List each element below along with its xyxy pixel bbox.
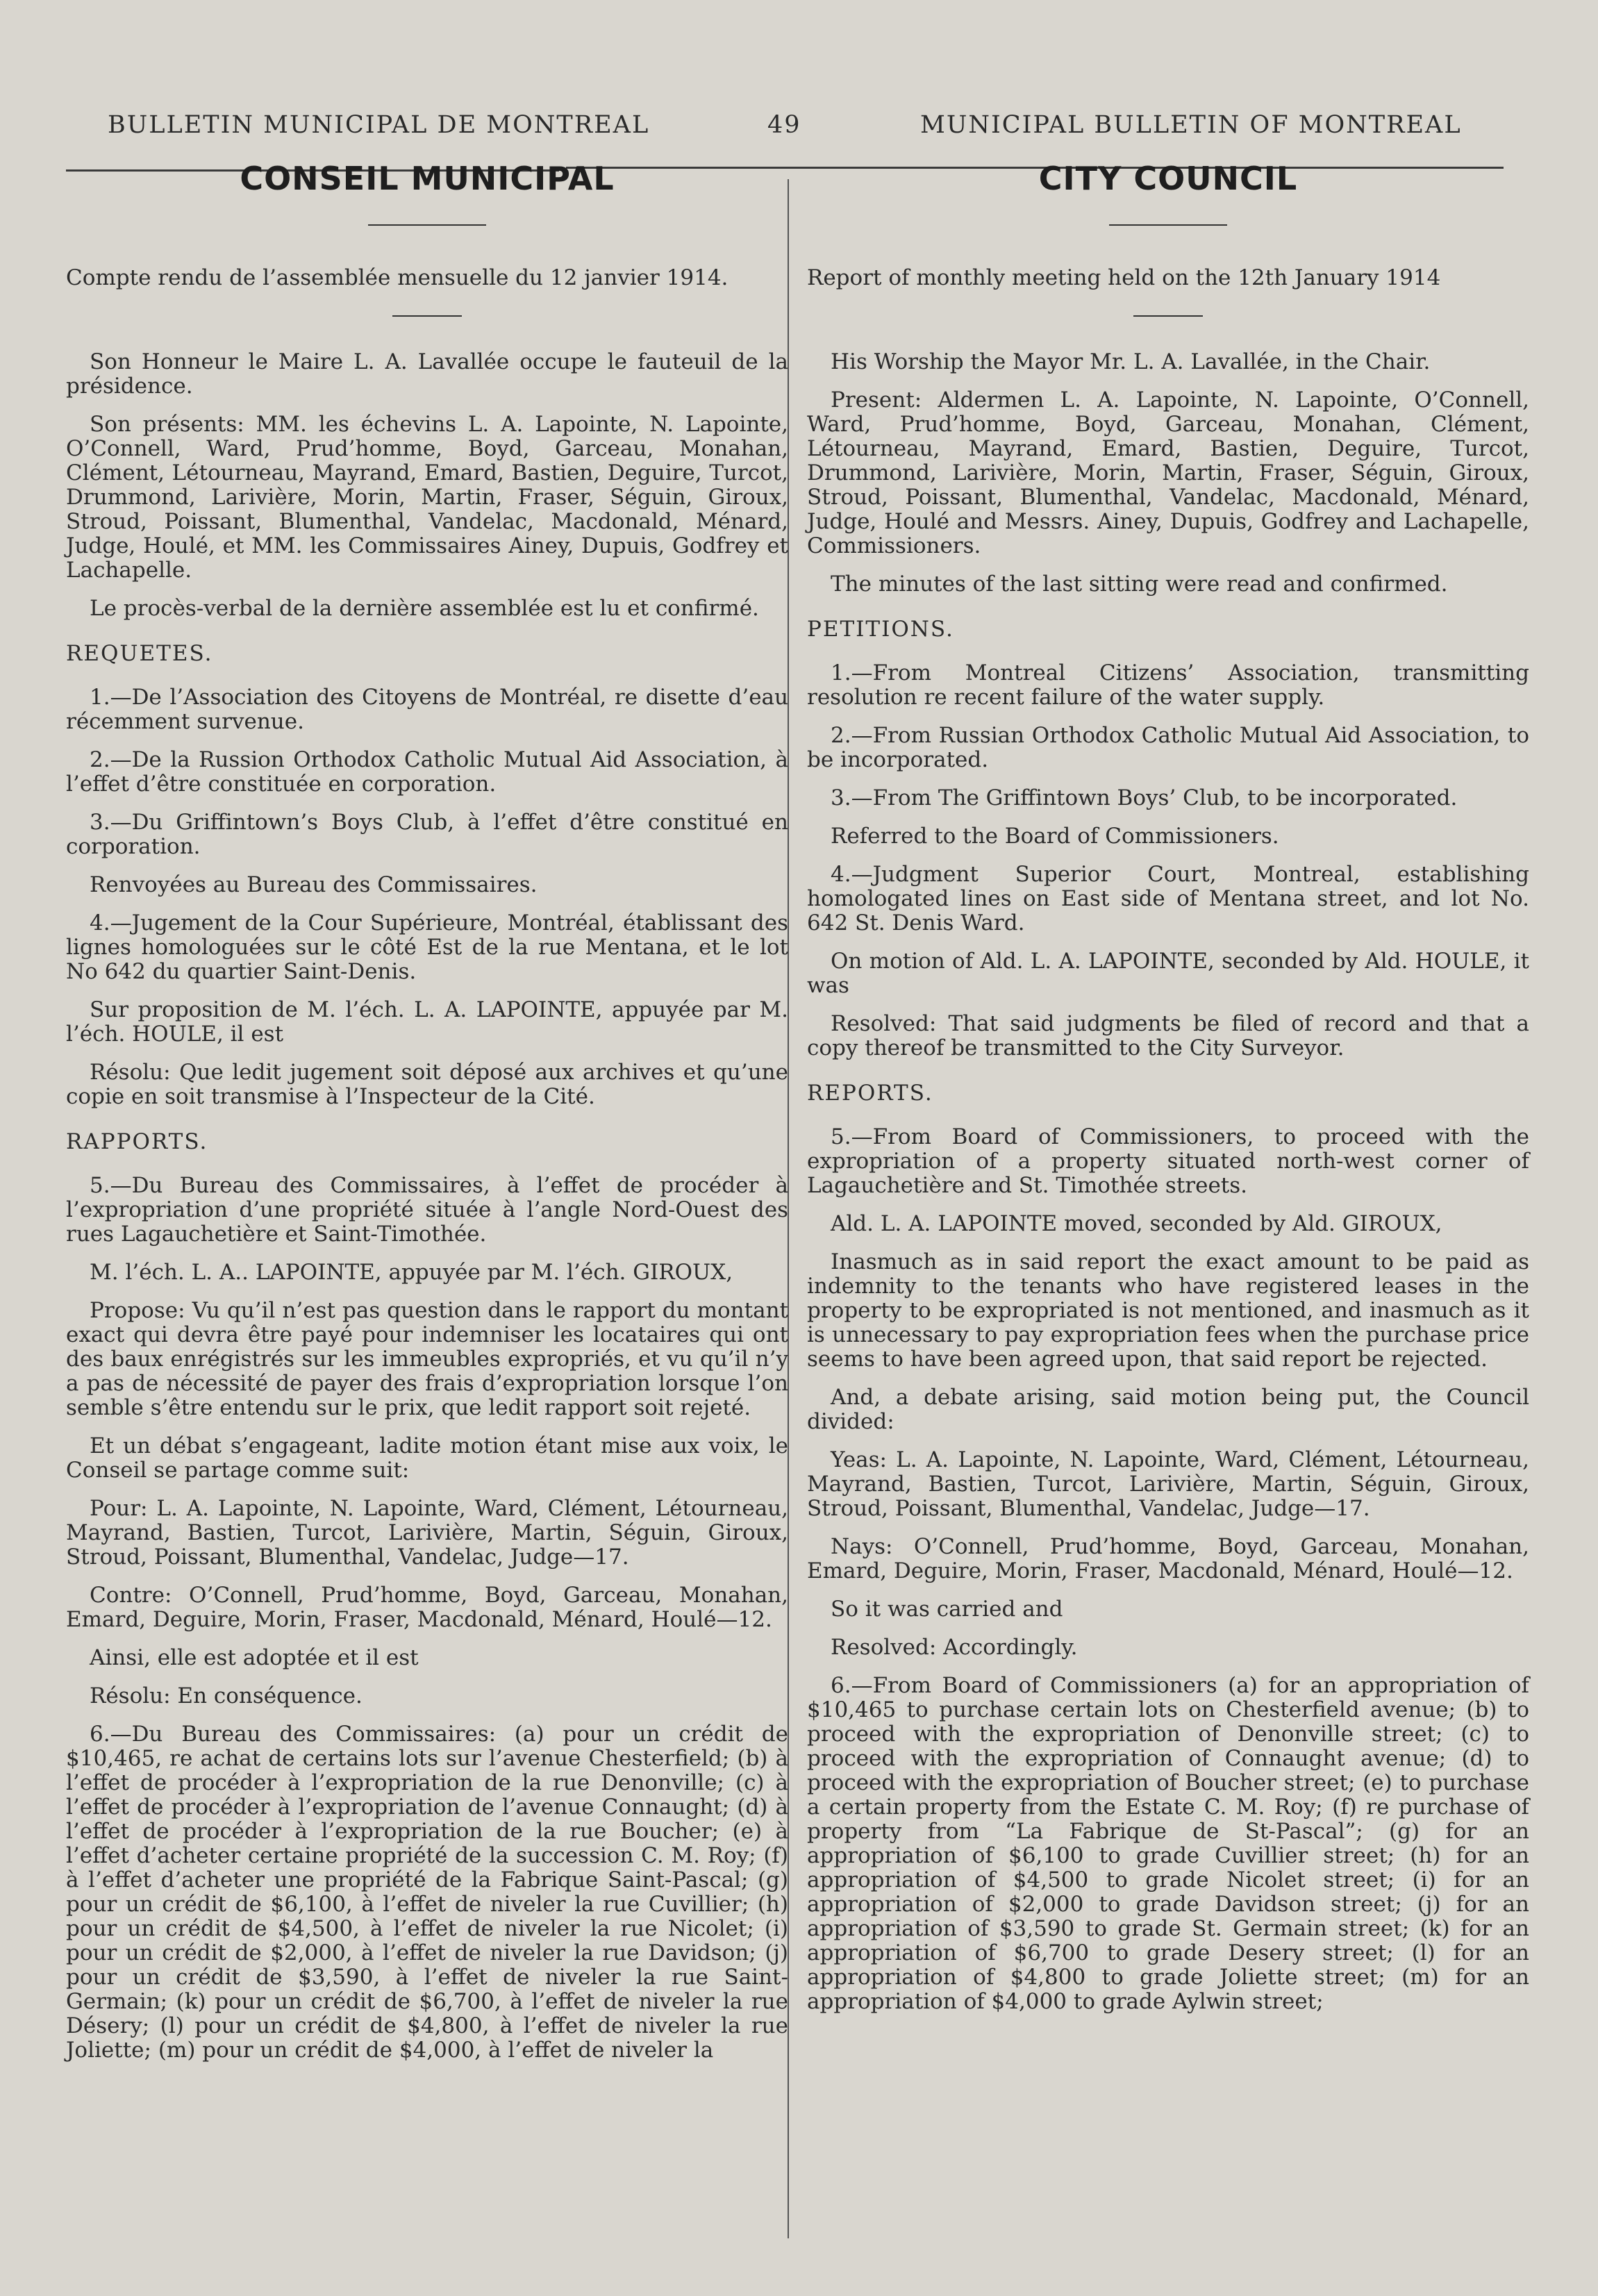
- paragraph: Referred to the Board of Commissioners.: [831, 824, 1279, 849]
- paragraph: Inasmuch as in said report the exact amount to be paid as indemnity to the tenants who have registered leases in the property to be expropriated is not mentioned, and inasmuch as it is unnecessary to pay expropriation fees when the purchase price seems to have been agreed upon, that said report be rejected.: [807, 1249, 1529, 1372]
- english-column: [807, 160, 1529, 2028]
- paragraph: 2.—De la Russion Orthodox Catholic Mutual Aid Association, à l’effet d’être constituée en corporation.: [66, 747, 788, 797]
- paragraph: Renvoyées au Bureau des Commissaires.: [90, 872, 538, 897]
- paragraph: Resolved: That said judgments be filed of record and that a copy thereof be transmitted to the City Surveyor.: [807, 1011, 1529, 1060]
- english-report-line: Report of monthly meeting held on the 12th January 1914: [807, 265, 1441, 290]
- section-heading: RAPPORTS.: [66, 1129, 208, 1154]
- paragraph: 6.—From Board of Commissioners (a) for an appropriation of $10,465 to purchase certain lots on Chesterfield avenue; (b) to proceed with the expropriation of Denonville street; (c) to proceed with the expropriation of Connaught avenue; (d) to proceed with the expropriation of Boucher street; (e) to purchase a certain property from the Estate C. M. Roy; (f) re purchase of property from “La Fabrique de St-Pascal”; (g) for an appropriation of $6,100 to grade Cuvillier street; (h) for an appropriation of $4,500 to grade Nicolet street; (i) for an appropriation of $2,000 to grade Davidson street; (j) for an appropriation of $3,590 to grade St. Germain street; (k) for an appropriation of $6,700 to grade Desery street; (l) for an appropriation of $4,800 to grade Joliette street; (m) for an appropriation of $4,000 to grade Aylwin street;: [807, 1673, 1529, 2014]
- paragraph: And, a debate arising, said motion being put, the Council divided:: [807, 1385, 1529, 1434]
- paragraph: Yeas: L. A. Lapointe, N. Lapointe, Ward, Clément, Létourneau, Mayrand, Bastien, Turcot, Larivière, Martin, Séguin, Giroux, Stroud, Poissant, Blumenthal, Vandelac, Judge—17.: [807, 1447, 1529, 1521]
- section-heading: REPORTS.: [807, 1081, 933, 1106]
- paragraph: Résolu: En conséquence.: [90, 1683, 363, 1708]
- header-french: BULLETIN MUNICIPAL DE MONTREAL: [108, 111, 650, 139]
- header-english: MUNICIPAL BULLETIN OF MONTREAL: [920, 111, 1462, 139]
- french-title: CONSEIL MUNICIPAL: [240, 160, 615, 197]
- title-rule: [368, 224, 486, 226]
- page-number: 49: [767, 111, 801, 139]
- report-rule: [1133, 315, 1203, 317]
- paragraph: Nays: O’Connell, Prud’homme, Boyd, Garceau, Monahan, Emard, Deguire, Morin, Fraser, Macdonald, Ménard, Houlé—12.: [807, 1534, 1529, 1583]
- report-rule: [392, 315, 462, 317]
- section-heading: PETITIONS.: [807, 617, 954, 642]
- paragraph: Contre: O’Connell, Prud’homme, Boyd, Garceau, Monahan, Emard, Deguire, Morin, Fraser, Macdonald, Ménard, Houlé—12.: [66, 1583, 788, 1632]
- paragraph: Present: Aldermen L. A. Lapointe, N. Lapointe, O’Connell, Ward, Prud’homme, Boyd, Garceau, Monahan, Clément, Létourneau, Mayrand, Emard, Bastien, Deguire, Turcot, Drummond, Larivière, Morin, Martin, Fraser, Séguin, Giroux, Stroud, Poissant, Blumenthal, Vandelac, Macdonald, Ménard, Judge, Houlé and Messrs. Ainey, Dupuis, Godfrey and Lachapelle, Commissioners.: [807, 388, 1529, 558]
- paragraph: 5.—From Board of Commissioners, to proceed with the expropriation of a property situated north-west corner of Lagauchetière and St. Timothée streets.: [807, 1124, 1529, 1198]
- paragraph: Resolved: Accordingly.: [831, 1635, 1078, 1660]
- paragraph: 3.—From The Griffintown Boys’ Club, to be incorporated.: [831, 785, 1458, 810]
- paragraph: 1.—From Montreal Citizens’ Association, transmitting resolution re recent failure of the water supply.: [807, 660, 1529, 710]
- paragraph: So it was carried and: [831, 1597, 1063, 1622]
- paragraph: The minutes of the last sitting were read and confirmed.: [831, 572, 1448, 597]
- title-rule: [1109, 224, 1227, 226]
- paragraph: Résolu: Que ledit jugement soit déposé aux archives et qu’une copie en soit transmise à l’Inspecteur de la Cité.: [66, 1060, 788, 1109]
- french-report-line: Compte rendu de l’assemblée mensuelle du 12 janvier 1914.: [66, 265, 729, 290]
- french-column: [66, 160, 788, 2077]
- paragraph: 4.—Judgment Superior Court, Montreal, establishing homologated lines on East side of Mentana street, and lot No. 642 St. Denis Ward.: [807, 862, 1529, 935]
- paragraph: 2.—From Russian Orthodox Catholic Mutual Aid Association, to be incorporated.: [807, 723, 1529, 772]
- paragraph: Son Honneur le Maire L. A. Lavallée occupe le fauteuil de la présidence.: [66, 349, 788, 399]
- paragraph: 6.—Du Bureau des Commissaires: (a) pour un crédit de $10,465, re achat de certains lots sur l’avenue Chesterfield; (b) à l’effet de procéder à l’expropriation de la rue Denonville; (c) à l’effet de procéder à l’expropriation de l’avenue Connaught; (d) à l’effet de procéder à l’expropriation de la rue Boucher; (e) à l’effet d’acheter certaine propriété de la succession C. M. Roy; (f) à l’effet d’acheter une propriété de la Fabrique Saint-Pascal; (g) pour un crédit de $6,100, à l’effet de niveler la rue Cuvillier; (h) pour un crédit de $4,500, à l’effet de niveler la rue Nicolet; (i) pour un crédit de $2,000, à l’effet de niveler la rue Davidson; (j) pour un crédit de $3,590, à l’effet de niveler la rue Saint-Germain; (k) pour un crédit de $6,700, à l’effet de niveler la rue Désery; (l) pour un crédit de $4,800, à l’effet de niveler la rue Joliette; (m) pour un crédit de $4,000, à l’effet de niveler la: [66, 1722, 788, 2063]
- paragraph: Ald. L. A. LAPOINTE moved, seconded by Ald. GIROUX,: [831, 1211, 1442, 1236]
- paragraph: Propose: Vu qu’il n’est pas question dans le rapport du montant exact qui devra être payé pour indemniser les locataires qui ont des baux enrégistrés sur les immeubles expropriés, et vu qu’il n’y a pas de nécessité de payer des frais d’expropriation lorsque l’on semble s’être entendu sur le prix, que ledit rapport soit rejeté.: [66, 1298, 788, 1420]
- paragraph: Le procès-verbal de la dernière assemblée est lu et confirmé.: [90, 596, 759, 621]
- paragraph: His Worship the Mayor Mr. L. A. Lavallée, in the Chair.: [831, 349, 1431, 374]
- paragraph: On motion of Ald. L. A. LAPOINTE, seconded by Ald. HOULE, it was: [807, 949, 1529, 998]
- section-heading: REQUETES.: [66, 641, 213, 666]
- paragraph: 4.—Jugement de la Cour Supérieure, Montréal, établissant des lignes homologuées sur le côté Est de la rue Mentana, et le lot No 642 du quartier Saint-Denis.: [66, 910, 788, 984]
- paragraph: M. l’éch. L. A.. LAPOINTE, appuyée par M. l’éch. GIROUX,: [90, 1260, 733, 1285]
- english-title: CITY COUNCIL: [1038, 160, 1298, 197]
- paragraph: 3.—Du Griffintown’s Boys Club, à l’effet d’être constitué en corporation.: [66, 810, 788, 859]
- paragraph: 1.—De l’Association des Citoyens de Montréal, re disette d’eau récemment survenue.: [66, 685, 788, 734]
- paragraph: Sur proposition de M. l’éch. L. A. LAPOINTE, appuyée par M. l’éch. HOULE, il est: [66, 997, 788, 1047]
- paragraph: 5.—Du Bureau des Commissaires, à l’effet de procéder à l’expropriation d’une propriété située à l’angle Nord-Ouest des rues Lagauchetière et Saint-Timothée.: [66, 1173, 788, 1247]
- paragraph: Son présents: MM. les échevins L. A. Lapointe, N. Lapointe, O’Connell, Ward, Prud’homme, Boyd, Garceau, Monahan, Clément, Létourneau, Mayrand, Emard, Bastien, Deguire, Turcot, Drummond, Larivière, Morin, Martin, Fraser, Séguin, Giroux, Stroud, Poissant, Blumenthal, Vandelac, Macdonald, Ménard, Judge, Houlé, et MM. les Commissaires Ainey, Dupuis, Godfrey et Lachapelle.: [66, 412, 788, 583]
- paragraph: Et un débat s’engageant, ladite motion étant mise aux voix, le Conseil se partage comme suit:: [66, 1433, 788, 1483]
- paragraph: Pour: L. A. Lapointe, N. Lapointe, Ward, Clément, Létourneau, Mayrand, Bastien, Turcot, Larivière, Martin, Séguin, Giroux, Stroud, Poissant, Blumenthal, Vandelac, Judge—17.: [66, 1496, 788, 1570]
- paragraph: Ainsi, elle est adoptée et il est: [90, 1645, 419, 1670]
